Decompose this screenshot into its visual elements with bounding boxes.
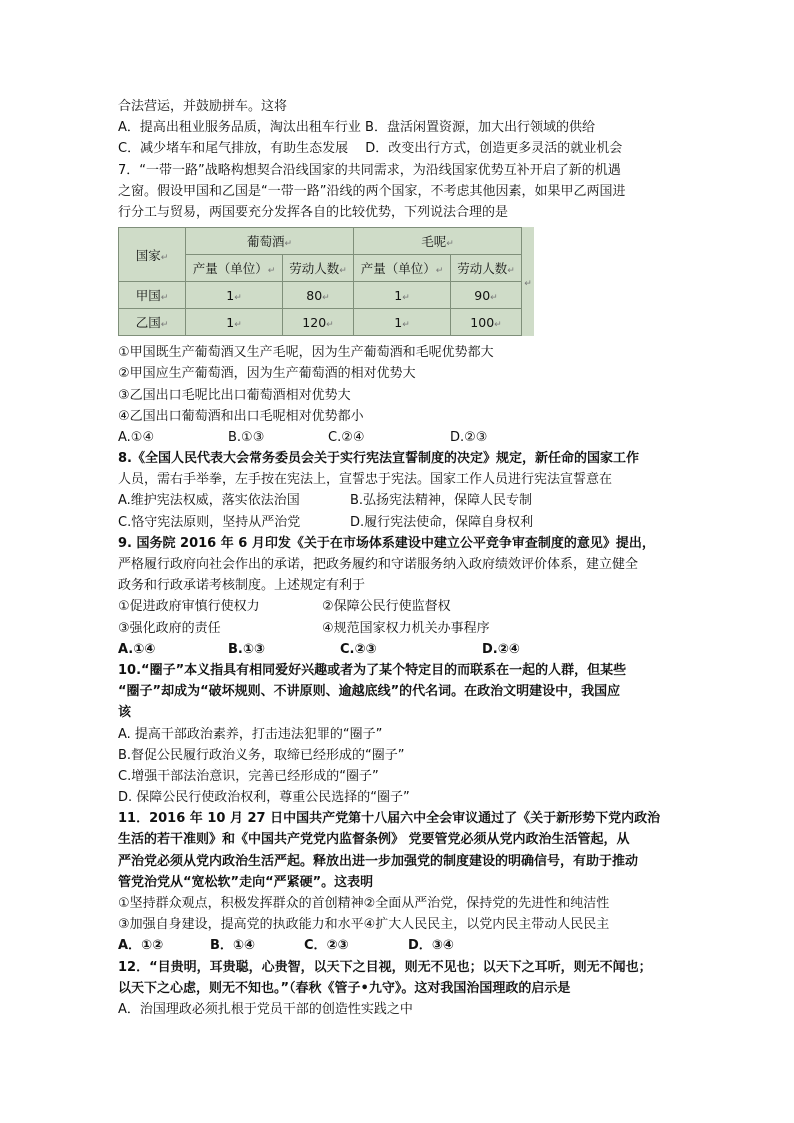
option-line: C．减少堵车和尾气排放，有助生态发展 D．改变出行方式，创造更多灵活的就业机会	[118, 141, 623, 157]
table-cell: 100↵	[451, 309, 522, 336]
question-8	[118, 448, 678, 533]
option-c: C.恪守宪法原则，坚持从严治党	[118, 514, 301, 530]
statement-line: ④乙国出口葡萄酒和出口毛呢相对优势都小	[118, 408, 364, 424]
table-end-marks: ↵	[522, 228, 535, 336]
option-line: A．提高出租业服务品质，淘汰出租车行业 B．盘活闲置资源，加大出行领域的供给	[118, 120, 595, 136]
option-a: A．①②	[118, 938, 164, 954]
question-text: 该	[118, 705, 132, 721]
option-c: C.②④	[328, 429, 365, 445]
question-text: 人员，需右手举拳，左手按在宪法上，宣誓忠于宪法。国家工作人员进行宪法宣誓意在	[118, 472, 613, 488]
table-cell: 1↵	[186, 309, 283, 336]
table-row	[119, 282, 535, 309]
table-subheader-output: 产量（单位）↵	[354, 255, 451, 282]
text-line: 7．“一带一路”战略构想契合沿线国家的共同需求，为沿线国家优势互补开启了新的机遇	[118, 162, 621, 178]
option-b: B.①③	[228, 429, 265, 445]
option-d: D. 保障公民行使政治权利，尊重公民选择的“圈子”	[118, 790, 410, 806]
question-12	[118, 957, 678, 1021]
option-b: B．①④	[210, 938, 255, 954]
statement-line	[118, 618, 678, 639]
option-a: A.维护宪法权威，落实依法治国	[118, 493, 300, 509]
statement: ③强化政府的责任	[118, 620, 221, 636]
option-c: C．②③	[304, 938, 349, 954]
option-a: A．治国理政必须扎根于党员干部的创造性实践之中	[118, 1001, 413, 1017]
option-b: B.督促公民履行政治义务，取缔已经形成的“圈子”	[118, 747, 405, 763]
answer-options	[118, 490, 678, 511]
table-subheader-output: 产量（单位）↵	[186, 255, 283, 282]
answer-options	[118, 512, 678, 533]
option-b: B.弘扬宪法精神，保障人民专制	[350, 493, 533, 509]
statement: ④规范国家权力机关办事程序	[322, 620, 490, 636]
question-10	[118, 660, 678, 808]
option-a: A.①④	[118, 641, 156, 657]
table-subheader-labor: 劳动人数↵	[283, 255, 354, 282]
option-c: C.增强干部法治意识，完善已经形成的“圈子”	[118, 768, 379, 784]
table-cell-country: 乙国↵	[119, 309, 186, 336]
table-header-wine: 葡萄酒↵	[186, 228, 354, 255]
question-text: 12．“目贵明，耳贵聪，心贵智，以天下之目视，则无不见也；以天下之耳听，则无不闻也；	[118, 959, 652, 975]
question-text: 严治党必须从党内政治生活严起。释放出进一步加强党的制度建设的明确信号，有助于推动	[118, 853, 639, 869]
answer-options	[118, 935, 678, 956]
comparative-advantage-table	[118, 227, 534, 336]
table-cell: 1↵	[186, 282, 283, 309]
option-c: C.②③	[340, 641, 377, 657]
table-cell: 1↵	[354, 309, 451, 336]
option-a: A.①④	[118, 429, 155, 445]
option-d: D.②③	[450, 429, 488, 445]
table-cell: 1↵	[354, 282, 451, 309]
table-cell: 90↵	[451, 282, 522, 309]
table-row	[119, 309, 535, 336]
table-subheader-labor: 劳动人数↵	[451, 255, 522, 282]
text-line: 合法营运，并鼓励拼车。这将	[118, 99, 288, 114]
option-b: B.①③	[228, 641, 265, 657]
text-line: 行分工与贸易，两国要充分发挥各自的比较优势，下列说法合理的是	[118, 204, 509, 220]
statement-line: ②甲国应生产葡萄酒，因为生产葡萄酒的相对优势大	[118, 366, 416, 382]
answer-options	[118, 427, 678, 448]
table-cell: 80↵	[283, 282, 354, 309]
question-text: “圈子”却成为“破坏规则、不讲原则、逾越底线”的代名词。在政治文明建设中，我国应	[118, 684, 621, 700]
option-d: D.②④	[482, 641, 520, 657]
text-line: 之窗。假设甲国和乙国是“一带一路”沿线的两个国家，不考虑其他因素，如果甲乙两国进	[118, 183, 626, 199]
exam-page	[118, 96, 678, 1020]
q6-tail	[118, 96, 678, 160]
statement-line: ①甲国既生产葡萄酒又生产毛呢，因为生产葡萄酒和毛呢优势都大	[118, 345, 494, 361]
table-cell-country: 甲国↵	[119, 282, 186, 309]
statement-line: ③乙国出口毛呢比出口葡萄酒相对优势大	[118, 387, 351, 403]
question-text: 管党治党从“宽松软”走向“严紧硬”。这表明	[118, 874, 374, 890]
question-text: 生活的若干准则》和《中国共产党党内监督条例》 党要管党必须从党内政治生活管起，从	[118, 832, 630, 848]
statement-line: ①坚持群众观点，积极发挥群众的首创精神②全面从严治党，保持党的先进性和纯洁性	[118, 896, 610, 911]
answer-options	[118, 639, 678, 660]
statement-line: ③加强自身建设，提高党的执政能力和水平④扩大人民民主，以党内民主带动人民民主	[118, 917, 610, 933]
table-header-wool: 毛呢↵	[354, 228, 522, 255]
option-a: A. 提高干部政治素养，打击违法犯罪的“圈子”	[118, 726, 383, 742]
question-text: 9. 国务院 2016 年 6 月印发《关于在市场体系建设中建立公平竞争审查制度的意见》提出，	[118, 535, 655, 551]
option-d: D．③④	[408, 938, 454, 954]
question-text: 严格履行政府向社会作出的承诺，把政务履约和守诺服务纳入政府绩效评价体系，建立健全	[118, 557, 639, 572]
question-7	[118, 160, 678, 449]
question-text: 以天下之心虑，则无不知也。”（春秋《管子•九守》。这对我国治国理政的启示是	[118, 980, 571, 996]
table-header-country: 国家↵	[119, 228, 186, 282]
statement: ①促进政府审慎行使权力	[118, 599, 260, 615]
question-text: 8.《全国人民代表大会常务委员会关于实行宪法宣誓制度的决定》规定，新任命的国家工作	[118, 451, 639, 467]
question-text: 11．2016 年 10 月 27 日中国共产党第十八届六中全会审议通过了《关于新形势下党内政治	[118, 811, 661, 827]
table-cell: 120↵	[283, 309, 354, 336]
question-text: 10.“圈子”本义指具有相同爱好兴趣或者为了某个特定目的而联系在一起的人群，但某些	[118, 662, 627, 678]
statement-line	[118, 596, 678, 617]
question-11	[118, 808, 678, 956]
option-d: D.履行宪法使命，保障自身权利	[350, 514, 534, 530]
statement: ②保障公民行使监督权	[322, 599, 451, 615]
question-9	[118, 533, 678, 660]
question-text: 政务和行政承诺考核制度。上述规定有利于	[118, 578, 366, 594]
